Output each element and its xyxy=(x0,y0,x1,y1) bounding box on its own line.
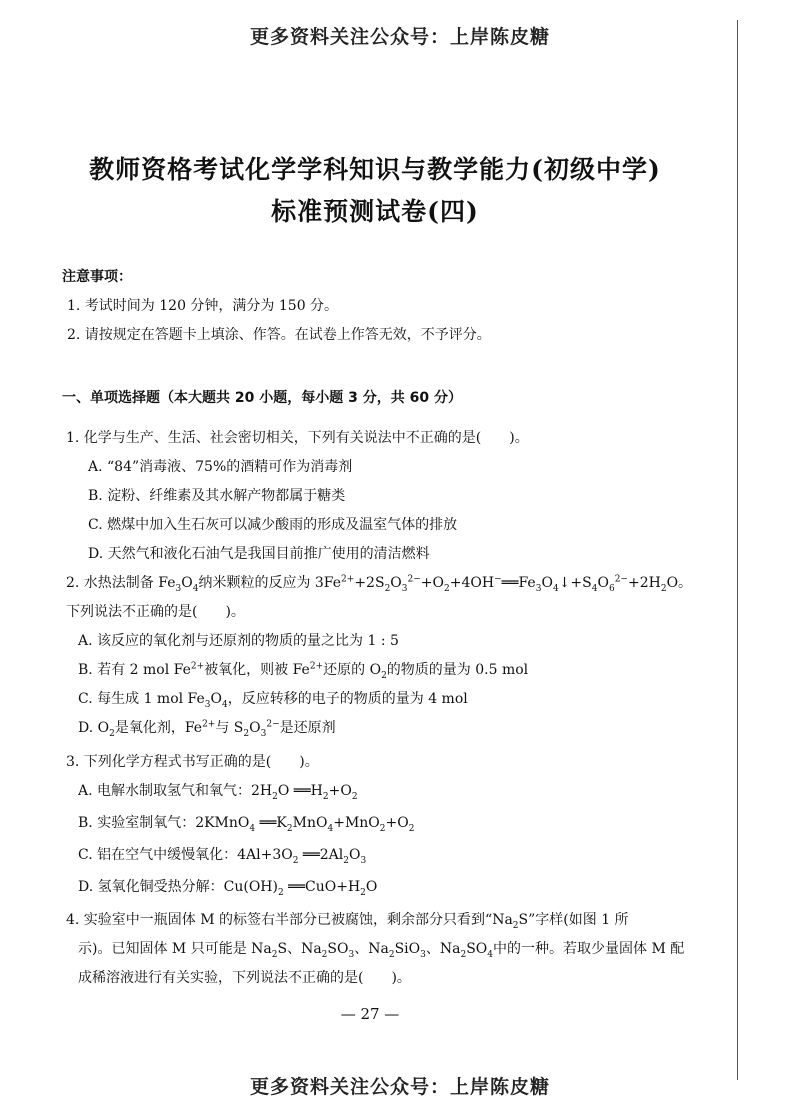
question-2-stem: 2. 水热法制备 $Fe_3O_4$纳米颗粒的反应为 $3Fe^{2+}+2S_2O_3^{2-}+O_2+4OH^-══Fe_3O_4↓+S_4O_6^{2-}+2H_2O$。 xyxy=(66,574,693,594)
footer-banner: 更多资料关注公众号：上岸陈皮糖 xyxy=(249,1076,550,1098)
q1-option-c: C. 燃煤中加入生石灰可以减少酸雨的形成及温室气体的排放 xyxy=(88,517,458,533)
q1-option-d: D. 天然气和液化石油气是我国目前推广使用的清洁燃料 xyxy=(88,546,430,562)
q3-option-d: D. 氢氧化铜受热分解：$Cu(OH)_2$ $══CuO+H_2O$ xyxy=(78,879,378,898)
question-4-stem-continued: 示)。已知固体 M 只可能是 $Na_2S$、$Na_2SO_3$、$Na_2SiO_3$、$Na_2SO_4$中的一种。若取少量固体 M 配 xyxy=(78,941,685,960)
q3-option-c: C. 铝在空气中缓慢氧化：$4Al+3O_2$ $══2Al_2O_3$ xyxy=(78,847,367,866)
question-2-stem-continued: 下列说法不正确的是( )。 xyxy=(66,604,245,620)
q1-option-b: B. 淀粉、纤维素及其水解产物都属于糖类 xyxy=(88,488,346,504)
notice-heading: 注意事项： xyxy=(62,269,132,285)
exam-title: 教师资格考试化学学科知识与教学能力(初级中学) xyxy=(89,155,661,184)
q2-option-a: A. 该反应的氧化剂与还原剂的物质的量之比为 1 : 5 xyxy=(78,633,399,649)
section-heading: 一、单项选择题（本大题共 20 小题，每小题 3 分，共 60 分） xyxy=(62,390,462,406)
q3-option-b: B. 实验室制氧气：2KMnO$_4$ $══K_2MnO_4+MnO_2+O_2$ xyxy=(78,815,415,834)
q1-option-a: A. “84”消毒液、75%的酒精可作为消毒剂 xyxy=(88,459,353,475)
question-3-stem: 3. 下列化学方程式书写正确的是( )。 xyxy=(66,754,319,770)
q3-option-a: A. 电解水制取氢气和氧气：$2H_2O$ $══H_2+O_2$ xyxy=(78,783,358,802)
exam-subtitle: 标准预测试卷(四) xyxy=(271,197,479,226)
notice-item: 2. 请按规定在答题卡上填涂、作答。在试卷上作答无效，不予评分。 xyxy=(67,327,491,343)
page-number: — 27 — xyxy=(340,1005,400,1023)
q2-option-b: B. 若有 2 mol $Fe^{2+}$被氧化，则被 $Fe^{2+}$还原的 $O_2$的物质的量为 0.5 mol xyxy=(78,661,529,681)
q2-option-d: D. $O_2$是氧化剂，$Fe^{2+}$与 $S_2O_3^{2-}$是还原剂 xyxy=(78,719,336,739)
notice-item: 1. 考试时间为 120 分钟，满分为 150 分。 xyxy=(67,298,339,314)
header-banner: 更多资料关注公众号：上岸陈皮糖 xyxy=(249,26,550,48)
q2-option-c: C. 每生成 1 mol $Fe_3O_4$，反应转移的电子的物质的量为 4 mol xyxy=(78,691,468,710)
question-4-stem-continued: 成稀溶液进行有关实验，下列说法不正确的是( )。 xyxy=(78,970,411,986)
question-4-stem: 4. 实验室中一瓶固体 M 的标签右半部分已被腐蚀，剩余部分只看到“$Na_2S$”字样(如图 1 所 xyxy=(66,912,629,931)
page-edge-rule xyxy=(737,20,738,1080)
question-1-stem: 1. 化学与生产、生活、社会密切相关，下列有关说法中不正确的是( )。 xyxy=(66,430,529,446)
